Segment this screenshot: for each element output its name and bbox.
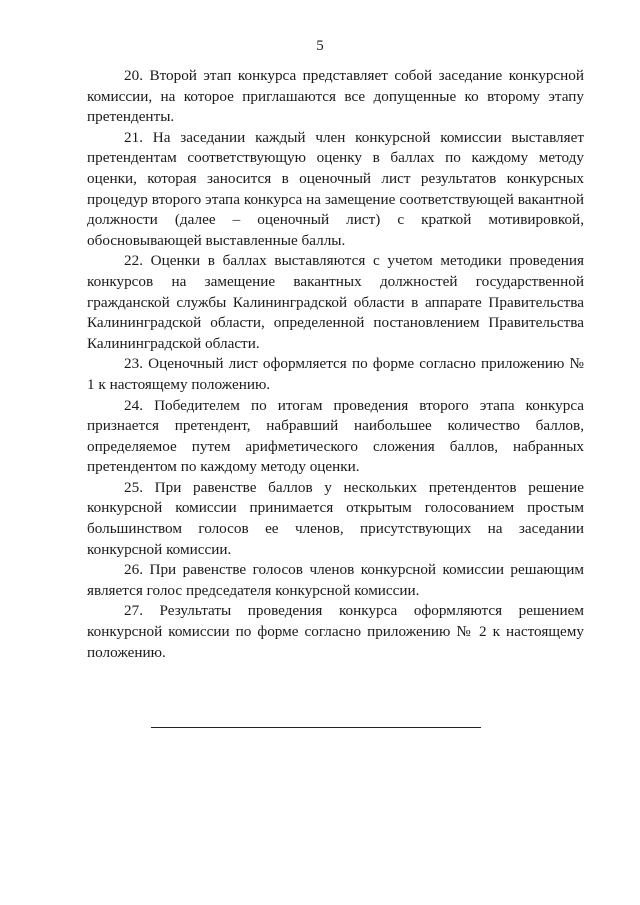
closing-divider-line — [151, 727, 481, 728]
paragraph-24: 24. Победителем по итогам проведения второго этапа конкурса признается претендент, набравший наибольшее количество баллов, определяемое путем арифметического сложения баллов, набранных претендентом по каждому методу оценки. — [87, 396, 584, 476]
paragraph-22: 22. Оценки в баллах выставляются с учетом методики проведения конкурсов на замещение вакантных должностей государственной гражданской службы Калининградской области в аппарате Правительства Калининградской области, определенной постановлением Правительства Калининградской области. — [87, 252, 584, 352]
paragraph-20: 20. Второй этап конкурса представляет собой заседание конкурсной комиссии, на которое приглашаются все допущенные ко второму этапу претенденты. — [87, 67, 584, 126]
paragraph-23: 23. Оценочный лист оформляется по форме согласно приложению № 1 к настоящему положению. — [87, 355, 584, 393]
paragraph-21: 21. На заседании каждый член конкурсной комиссии выставляет претендентам соответствующую оценку в баллах по каждому методу оценки, которая заносится в оценочный лист результатов конкурсных процедур второго этапа конкурса на замещение соответствующей вакантной должности (далее – оценочный лист) с краткой мотивировкой, обосновывающей выставленные баллы. — [87, 128, 584, 249]
paragraph-27: 27. Результаты проведения конкурса оформляются решением конкурсной комиссии по форме согласно приложению № 2 к настоящему положению. — [87, 602, 584, 661]
paragraph-26: 26. При равенстве голосов членов конкурсной комиссии решающим является голос председателя конкурсной комиссии. — [87, 561, 584, 599]
document-body — [87, 66, 584, 663]
paragraph-25: 25. При равенстве баллов у нескольких претендентов решение конкурсной комиссии принимается открытым голосованием простым большинством голосов ее членов, присутствующих на заседании конкурсной комиссии. — [87, 478, 584, 558]
page-number: 5 — [316, 38, 324, 54]
